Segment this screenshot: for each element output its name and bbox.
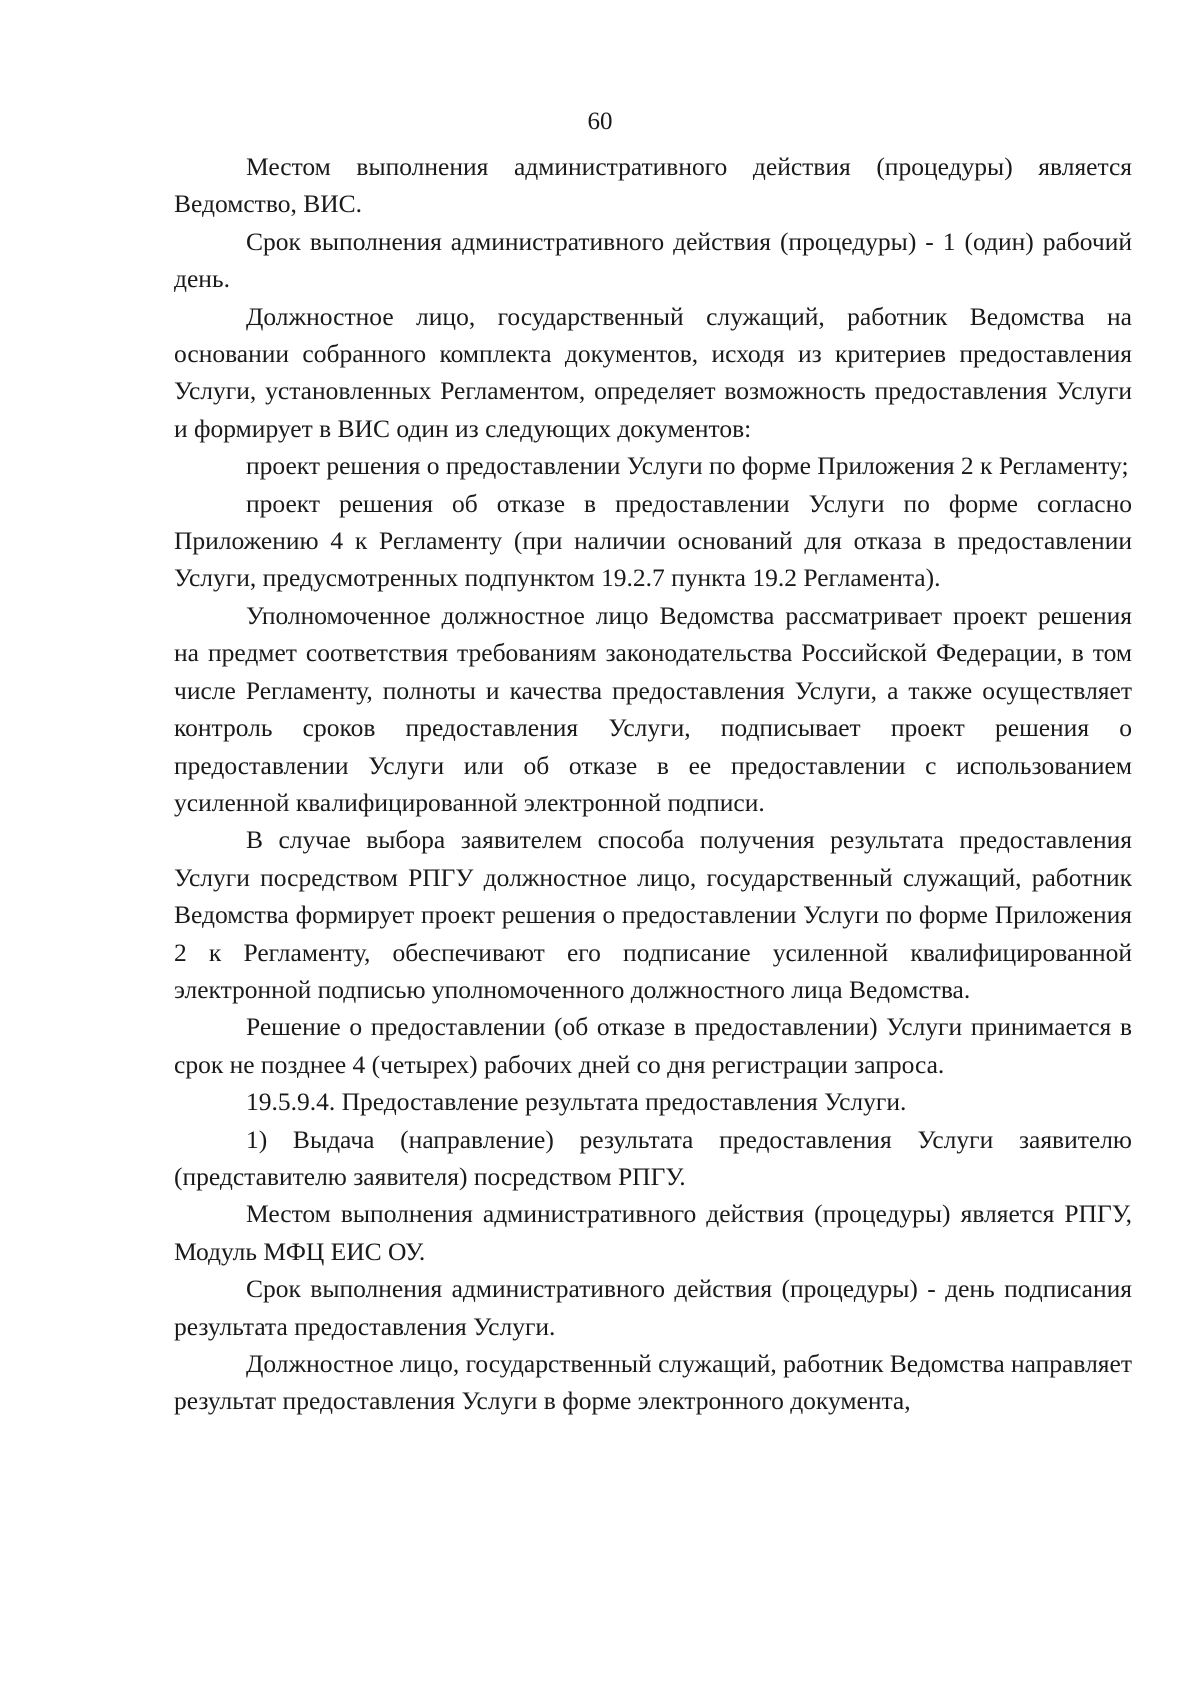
paragraph-authorized-official: Уполномоченное должностное лицо Ведомства рассматривает проект решения на предмет соответствия требованиям законодательства Российской Федерации, в том числе Регламенту, полноты и качества предоставления Услуги, а также осуществляет контроль сроков предоставления Услуги, подписывает проект решения о предоставлении Услуги или об отказе в ее предоставлении с использованием усиленной квалифицированной электронной подписи. <box>174 600 1132 817</box>
paragraph-rpgu-method: В случае выбора заявителем способа получения результата предоставления Услуги посредством РПГУ должностное лицо, государственный служащий, работник Ведомства формирует проект решения о предоставлении Услуги по форме Приложения 2 к Регламенту, обеспечивают его подписание усиленной квалифицированной электронной подписью уполномоченного должностного лица Ведомства. <box>174 825 1132 1004</box>
page-number: 60 <box>587 108 613 135</box>
paragraph-draft-refusal: проект решения об отказе в предоставлении Услуги по форме согласно Приложению 4 к Регламенту (при наличии оснований для отказа в предоставлении Услуги, предусмотренных подпунктом 19.2.7 пункта 19.2 Регламента). <box>174 488 1132 593</box>
paragraph-draft-approval: проект решения о предоставлении Услуги по форме Приложения 2 к Регламенту; <box>246 451 1129 481</box>
paragraph-official-sends: Должностное лицо, государственный служащий, работник Ведомства направляет результат предоставления Услуги в форме электронного документа, <box>174 1349 1132 1416</box>
paragraph-decision-term: Решение о предоставлении (об отказе в предоставлении) Услуги принимается в срок не позднее 4 (четырех) рабочих дней со дня регистрации запроса. <box>174 1012 1132 1079</box>
paragraph-term-signing: Срок выполнения административного действия (процедуры) - день подписания результата предоставления Услуги. <box>174 1274 1132 1341</box>
paragraph-place-rpgu: Местом выполнения административного действия (процедуры) является РПГУ, Модуль МФЦ ЕИС ОУ. <box>174 1199 1132 1266</box>
paragraph-execution-term: Срок выполнения административного действия (процедуры) - 1 (один) рабочий день. <box>174 226 1132 294</box>
paragraph-place-of-execution: Местом выполнения административного действия (процедуры) является Ведомство, ВИС. <box>174 152 1132 219</box>
document-body <box>174 148 1132 1420</box>
section-heading-19-5-9-4: 19.5.9.4. Предоставление результата предоставления Услуги. <box>246 1087 907 1117</box>
paragraph-official-determines: Должностное лицо, государственный служащий, работник Ведомства на основании собранного комплекта документов, исходя из критериев предоставления Услуги, установленных Регламентом, определяет возможность предоставления Услуги и формирует в ВИС один из следующих документов: <box>174 301 1132 443</box>
paragraph-issuance: 1) Выдача (направление) результата предоставления Услуги заявителю (представителю заявителя) посредством РПГУ. <box>174 1124 1132 1191</box>
